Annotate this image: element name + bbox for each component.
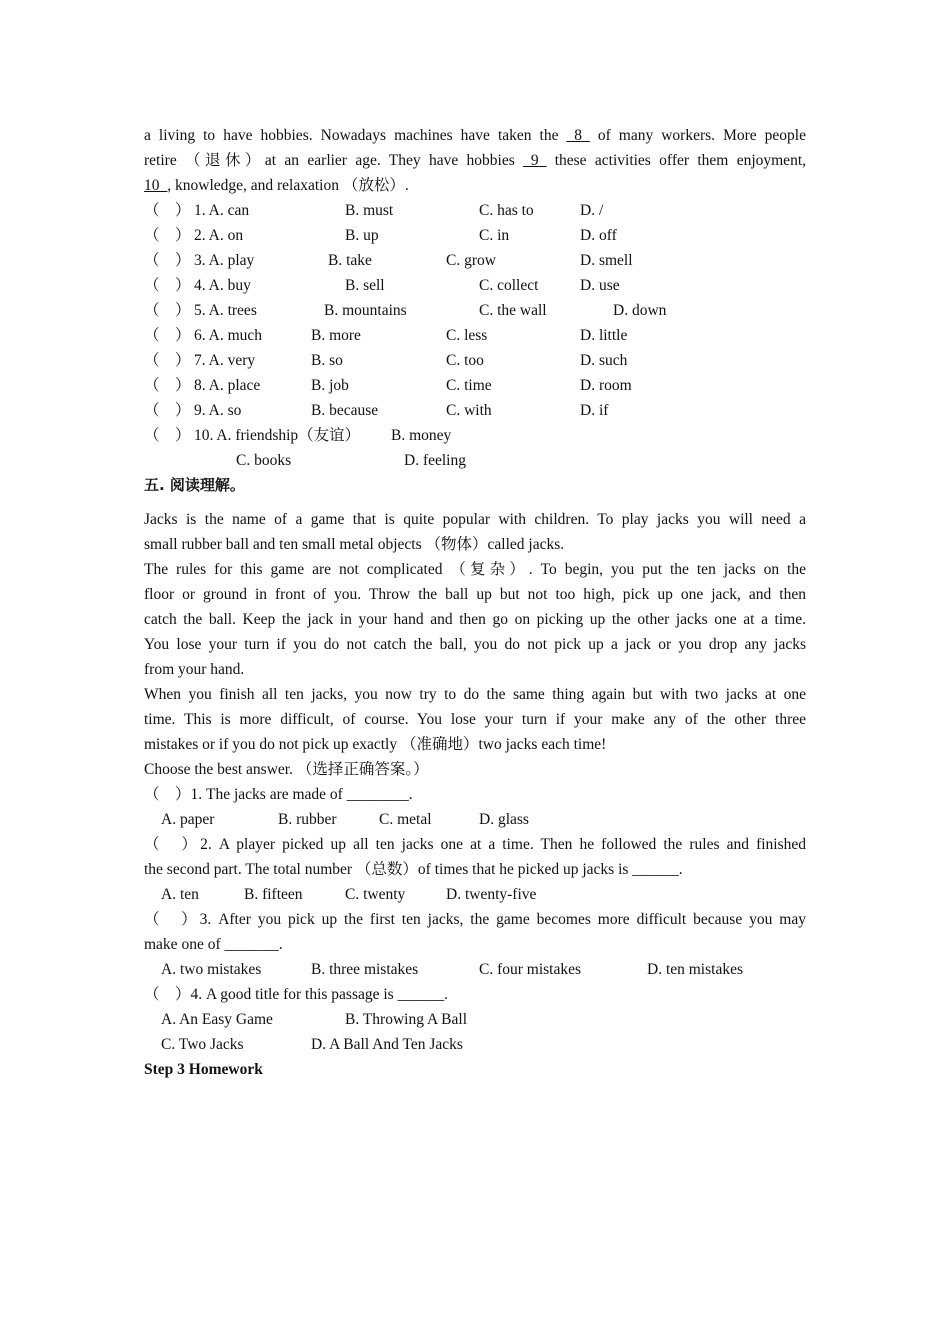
reading-q4: （ ）4. A good title for this passage is ______. (144, 986, 448, 1003)
cloze-question-5 (144, 298, 806, 323)
reading-p2-l5: from your hand. (144, 661, 245, 678)
option-a: 8. A. place (194, 377, 261, 394)
cloze-question-3 (144, 248, 806, 273)
reading-q3-options (144, 957, 806, 982)
reading-p1-l1: Jacks is the name of a game that is quite popular with children. To play jacks you will need a (144, 511, 806, 528)
option-c: C. four mistakes (479, 961, 582, 978)
option-a: 3. A. play (194, 252, 255, 269)
option-a: 4. A. buy (194, 277, 251, 294)
option-d: D. room (580, 377, 632, 394)
option-b: B. rubber (278, 811, 337, 828)
option-a: 9. A. so (194, 402, 242, 419)
reading-p3-l3: mistakes or if you do not pick up exactly （准确地）two jacks each time! (144, 736, 607, 753)
answer-paren: （ ） (144, 402, 191, 419)
option-b: B. money (391, 427, 452, 444)
passage-text: these activities offer them enjoyment, (546, 152, 806, 169)
reading-p2-l1: The rules for this game are not complicated （复杂）. To begin, you put the ten jacks on the (144, 561, 806, 578)
option-a: A. two mistakes (161, 961, 262, 978)
option-c: C. collect (479, 277, 539, 294)
option-b: B. fifteen (244, 886, 303, 903)
passage-text: of many workers. More people (589, 127, 806, 144)
section-5-title: 五. 阅读理解。 (144, 476, 245, 494)
option-b: B. must (345, 202, 394, 219)
cloze-question-6 (144, 323, 806, 348)
cloze-question-10-cont (144, 448, 806, 473)
reading-p1-l2: small rubber ball and ten small metal objects （物体）called jacks. (144, 536, 565, 553)
option-b: B. job (311, 377, 349, 394)
passage-line-3 (144, 173, 806, 198)
option-b: B. because (311, 402, 379, 419)
option-d: D. little (580, 327, 628, 344)
option-b: B. up (345, 227, 379, 244)
option-c: C. has to (479, 202, 534, 219)
option-c: C. Two Jacks (161, 1036, 244, 1053)
reading-p2-l3: catch the ball. Keep the jack in your hand and then go on picking up the other jacks one at a time. (144, 611, 806, 628)
option-d: D. down (613, 302, 667, 319)
option-d: D. feeling (404, 452, 466, 469)
option-a: A. An Easy Game (161, 1011, 273, 1028)
passage-text: , knowledge, and relaxation （放松）. (167, 177, 409, 194)
option-c: C. with (446, 402, 492, 419)
option-c: C. too (446, 352, 484, 369)
reading-q3-l2: make one of _______. (144, 936, 283, 953)
option-c: C. time (446, 377, 492, 394)
option-d: D. off (580, 227, 617, 244)
option-b: B. Throwing A Ball (345, 1011, 468, 1028)
answer-paren: （ ） (144, 427, 191, 444)
option-c: C. metal (379, 811, 432, 828)
option-c: C. less (446, 327, 488, 344)
cloze-question-10 (144, 423, 806, 448)
answer-paren: （ ） (144, 202, 191, 219)
reading-p2-l4: You lose your turn if you do not catch the ball, you do not pick up a jack or you drop any jacks (144, 636, 806, 653)
passage-text: a living to have hobbies. Nowadays machines have taken the (144, 127, 567, 144)
option-d: D. use (580, 277, 620, 294)
option-b: B. mountains (324, 302, 407, 319)
option-d: D. such (580, 352, 628, 369)
option-a: 7. A. very (194, 352, 256, 369)
reading-q2-l2: the second part. The total number （总数）of times that he picked up jacks is ______. (144, 861, 683, 878)
option-d: D. twenty-five (446, 886, 537, 903)
answer-paren: （ ） (144, 302, 191, 319)
option-a: 2. A. on (194, 227, 244, 244)
reading-q2-l1: （ ）2. A player picked up all ten jacks one at a time. Then he followed the rules and finished (144, 836, 806, 853)
cloze-question-9 (144, 398, 806, 423)
option-b: B. take (328, 252, 372, 269)
answer-paren: （ ） (144, 327, 191, 344)
option-d: D. smell (580, 252, 633, 269)
option-c: C. twenty (345, 886, 406, 903)
cloze-question-4 (144, 273, 806, 298)
option-d: D. glass (479, 811, 529, 828)
answer-paren: （ ） (144, 352, 191, 369)
option-b: B. sell (345, 277, 385, 294)
reading-p3-l2: time. This is more difficult, of course. You lose your turn if your make any of the other three (144, 711, 806, 728)
option-b: B. so (311, 352, 343, 369)
reading-q1: （ ）1. The jacks are made of ________. (144, 786, 413, 803)
option-a: 6. A. much (194, 327, 263, 344)
option-c: C. books (236, 452, 292, 469)
option-d: D. A Ball And Ten Jacks (311, 1036, 463, 1053)
step3-heading: Step 3 Homework (144, 1061, 263, 1078)
option-a: 5. A. trees (194, 302, 257, 319)
answer-paren: （ ） (144, 377, 191, 394)
cloze-question-8 (144, 373, 806, 398)
option-a: A. paper (161, 811, 215, 828)
reading-q3-l1: （ ）3. After you pick up the first ten jacks, the game becomes more difficult because you may (144, 911, 806, 928)
reading-q4-options-ab (144, 1007, 806, 1032)
option-d: D. / (580, 202, 604, 219)
option-c: C. grow (446, 252, 496, 269)
option-a: 10. A. friendship（友谊） (194, 427, 361, 444)
passage-line-1 (144, 123, 806, 148)
passage-line-2 (144, 148, 806, 173)
reading-q2-options (144, 882, 806, 907)
cloze-question-2 (144, 223, 806, 248)
option-a: A. ten (161, 886, 199, 903)
option-b: B. three mistakes (311, 961, 419, 978)
blank-10: 10_ (144, 177, 168, 194)
option-d: D. ten mistakes (647, 961, 743, 978)
passage-text: retire （退休）at an earlier age. They have hobbies (144, 152, 524, 169)
blank-9: _9_ (523, 152, 547, 169)
reading-p2-l2: floor or ground in front of you. Throw the ball up but not too high, pick up one jack, and then (144, 586, 806, 603)
blank-8: _8_ (566, 127, 590, 144)
option-c: C. the wall (479, 302, 547, 319)
reading-p3-l1: When you finish all ten jacks, you now try to do the same thing again but with two jacks at one (144, 686, 806, 703)
option-d: D. if (580, 402, 609, 419)
answer-paren: （ ） (144, 252, 191, 269)
option-b: B. more (311, 327, 361, 344)
option-a: 1. A. can (194, 202, 250, 219)
cloze-question-1 (144, 198, 806, 223)
document-page (144, 123, 806, 1082)
reading-q4-options-cd (144, 1032, 806, 1057)
answer-paren: （ ） (144, 277, 191, 294)
cloze-question-7 (144, 348, 806, 373)
reading-q1-options (144, 807, 806, 832)
choose-instruction: Choose the best answer. （选择正确答案。） (144, 761, 429, 778)
answer-paren: （ ） (144, 227, 191, 244)
option-c: C. in (479, 227, 510, 244)
